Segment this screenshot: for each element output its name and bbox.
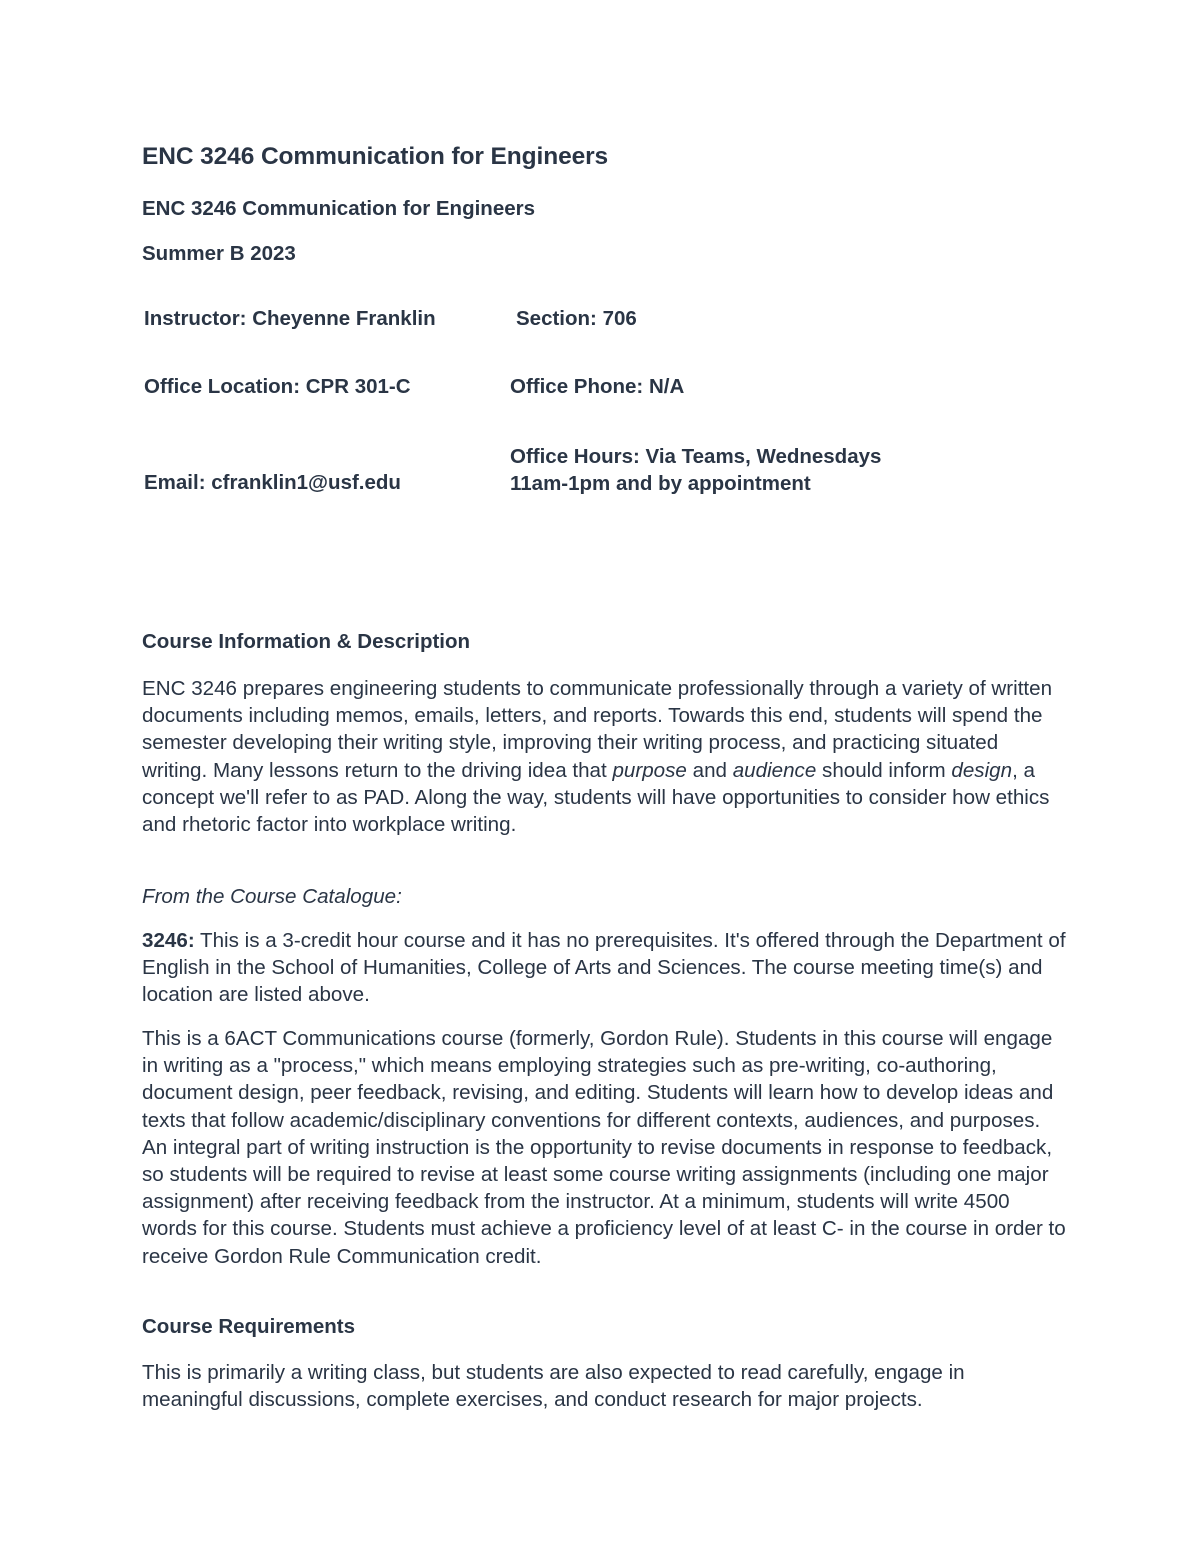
- catalogue-text: This is a 3-credit hour course and it has no prerequisites. It's offered through the Department of English in the School of Humanities, College of Arts and Sciences. The course meeting time(s) and location are listed above.: [142, 929, 1066, 1007]
- purpose-term: purpose: [612, 758, 687, 782]
- term: Summer B 2023: [142, 242, 296, 265]
- catalogue-code: 3246:: [142, 929, 195, 952]
- section: Section: 706: [516, 307, 637, 330]
- requirements-heading: Course Requirements: [142, 1315, 356, 1338]
- design-term: design: [951, 758, 1013, 782]
- audience-term: audience: [732, 758, 817, 782]
- description-and: and: [686, 758, 733, 782]
- office-location: Office Location: CPR 301-C: [144, 375, 411, 398]
- instructor: Instructor: Cheyenne Franklin: [144, 307, 436, 330]
- office-hours: Office Hours: Via Teams, Wednesdays 11am-1pm and by appointment: [510, 445, 882, 495]
- catalogue-label: From the Course Catalogue:: [142, 885, 402, 908]
- sixact-paragraph: This is a 6ACT Communications course (formerly, Gordon Rule). Students in this course will engage in writing as a "process," which means employing strategies such as pre-writing, co-authoring, document design, peer feedback, revising, and editing. Students will learn how to develop ideas and texts that follow academic/disciplinary conventions for different contexts, audiences, and purposes. An integral part of writing instruction is the opportunity to revise documents in response to feedback, so students will be required to revise at least some course writing assignments (including one major assignment) after receiving feedback from the instructor. At a minimum, students will write 4500 words for this course. Students must achieve a proficiency level of at least C- in the course in order to receive Gordon Rule Communication credit.: [142, 1027, 1066, 1268]
- requirements-paragraph: This is primarily a writing class, but students are also expected to read carefully, engage in meaningful discussions, complete exercises, and conduct research for major projects.: [142, 1361, 965, 1412]
- office-phone: Office Phone: N/A: [510, 375, 685, 398]
- email: Email: cfranklin1@usf.edu: [144, 471, 401, 494]
- course-info-heading: Course Information & Description: [142, 630, 471, 653]
- description-text-a: ENC 3246 prepares engineering students to communicate professionally through a variety of written documents including memos, emails, letters, and reports. Towards this end, students will spend the semester developing their writing style, improving their writing process, and practicing situated writing. Many lessons return to the driving idea that: [142, 677, 1053, 782]
- document-title: ENC 3246 Communication for Engineers: [142, 143, 609, 170]
- description-should: should inform: [816, 758, 952, 782]
- course-name: ENC 3246 Communication for Engineers: [142, 197, 536, 220]
- description-text-b: , a concept we'll refer to as PAD. Along the way, students will have opportunities to consider how ethics and rhetoric factor into workplace writing.: [142, 758, 1050, 837]
- catalogue-paragraph: [142, 927, 1067, 1009]
- catalogue-label-line: [142, 883, 1067, 910]
- course-description: [142, 675, 1067, 838]
